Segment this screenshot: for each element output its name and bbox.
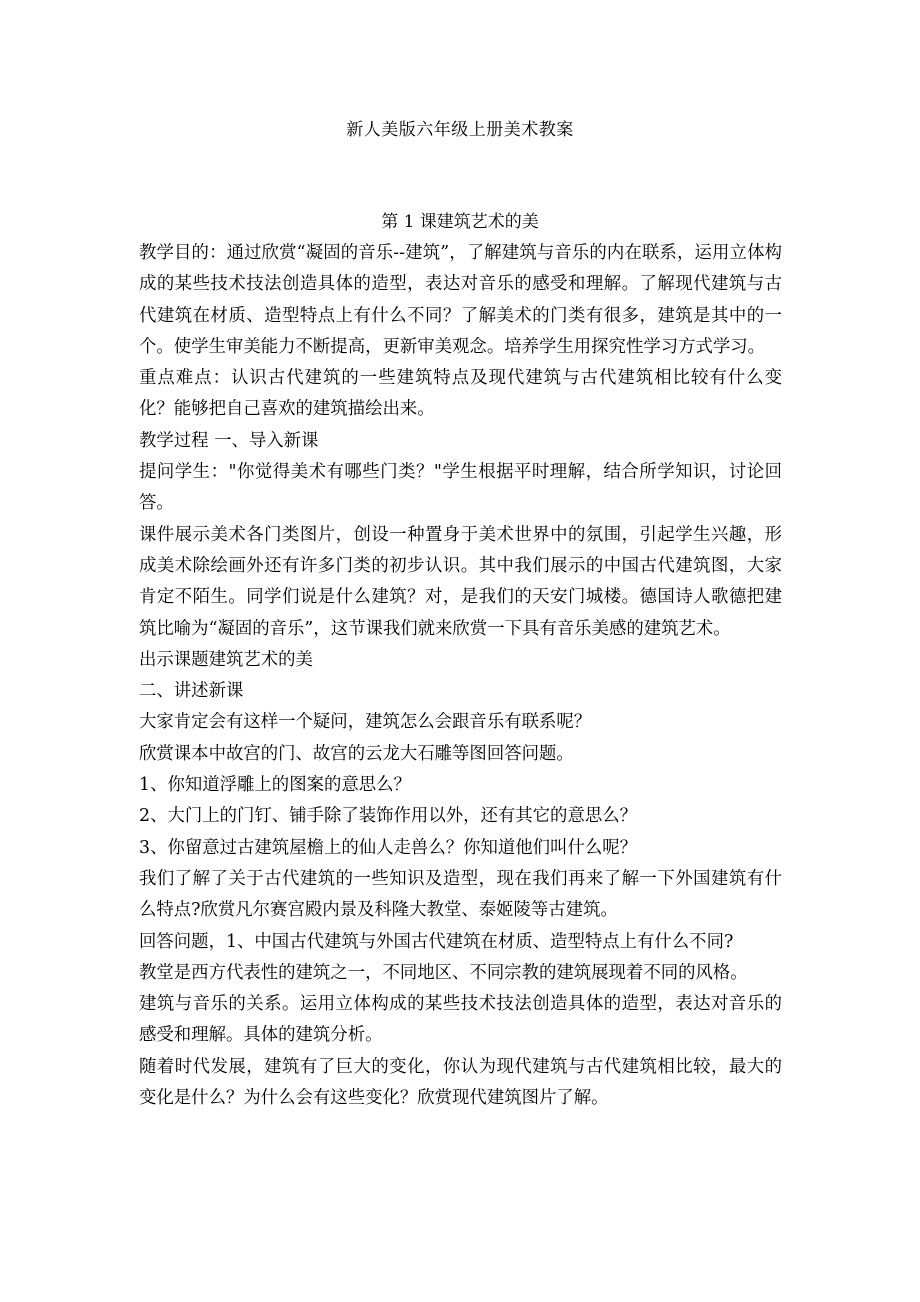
paragraph: 大家肯定会有这样一个疑问，建筑怎么会跟音乐有联系呢？ bbox=[139, 712, 592, 733]
paragraph-question: 2、大门上的门钉、铺手除了装饰作用以外，还有其它的意思么？ bbox=[139, 806, 638, 827]
paragraph-question: 1、你知道浮雕上的图案的意思么？ bbox=[139, 775, 411, 796]
paragraph: 我们了解了关于古代建筑的一些知识及造型，现在我们再来了解一下外国建筑有什么特点?欣赏凡尔赛宫殿内景及科隆大教堂、泰姬陵等古建筑。 bbox=[139, 868, 782, 921]
paragraph: 回答问题，1、中国古代建筑与外国古代建筑在材质、造型特点上有什么不同? bbox=[139, 931, 734, 952]
paragraph: 教堂是西方代表性的建筑之一，不同地区、不同宗教的建筑展现着不同的风格。 bbox=[139, 962, 748, 983]
paragraph: 出示课题建筑艺术的美 bbox=[139, 649, 313, 670]
document-title: 新人美版六年级上册美术教案 bbox=[346, 120, 574, 140]
paragraph-objectives: 教学目的：通过欣赏“凝固的音乐--建筑”，了解建筑与音乐的内在联系，运用立体构成的某些技术技法创造具体的造型，表达对音乐的感受和理解。了解现代建筑与古代建筑在材质、造型特点上有什么不同？了解美术的门类有很多，建筑是其中的一个。使学生审美能力不断提高，更新审美观念。培养学生用探究性学习方式学习。 bbox=[139, 243, 782, 357]
paragraph-process-heading: 教学过程 一、导入新课 bbox=[139, 430, 319, 451]
paragraph: 欣赏课本中故宫的门、故宫的云龙大石雕等图回答问题。 bbox=[139, 743, 574, 764]
lesson-title: 第 1 课建筑艺术的美 bbox=[381, 212, 539, 232]
paragraph: 课件展示美术各门类图片，创设一种置身于美术世界中的氛围，引起学生兴趣，形成美术除绘画外还有许多门类的初步认识。其中我们展示的中国古代建筑图，大家肯定不陌生。同学们说是什么建筑？对，是我们的天安门城楼。德国诗人歌德把建筑比喻为“凝固的音乐”，这节课我们就来欣赏一下具有音乐美感的建筑艺术。 bbox=[139, 524, 782, 639]
paragraph-question: 3、你留意过古建筑屋檐上的仙人走兽么？你知道他们叫什么呢？ bbox=[139, 837, 638, 858]
paragraph: 建筑与音乐的关系。运用立体构成的某些技术技法创造具体的造型，表达对音乐的感受和理解。具体的建筑分析。 bbox=[139, 994, 782, 1046]
paragraph-section-heading: 二、讲述新课 bbox=[139, 681, 244, 702]
document-body bbox=[139, 238, 782, 1114]
paragraph-key-points: 重点难点：认识古代建筑的一些建筑特点及现代建筑与古代建筑相比较有什么变化？能够把自己喜欢的建筑描绘出来。 bbox=[139, 368, 782, 420]
paragraph: 提问学生："你觉得美术有哪些门类？"学生根据平时理解，结合所学知识，讨论回答。 bbox=[139, 462, 782, 514]
paragraph: 随着时代发展，建筑有了巨大的变化，你认为现代建筑与古代建筑相比较，最大的变化是什么？为什么会有这些变化？欣赏现代建筑图片了解。 bbox=[139, 1056, 782, 1109]
